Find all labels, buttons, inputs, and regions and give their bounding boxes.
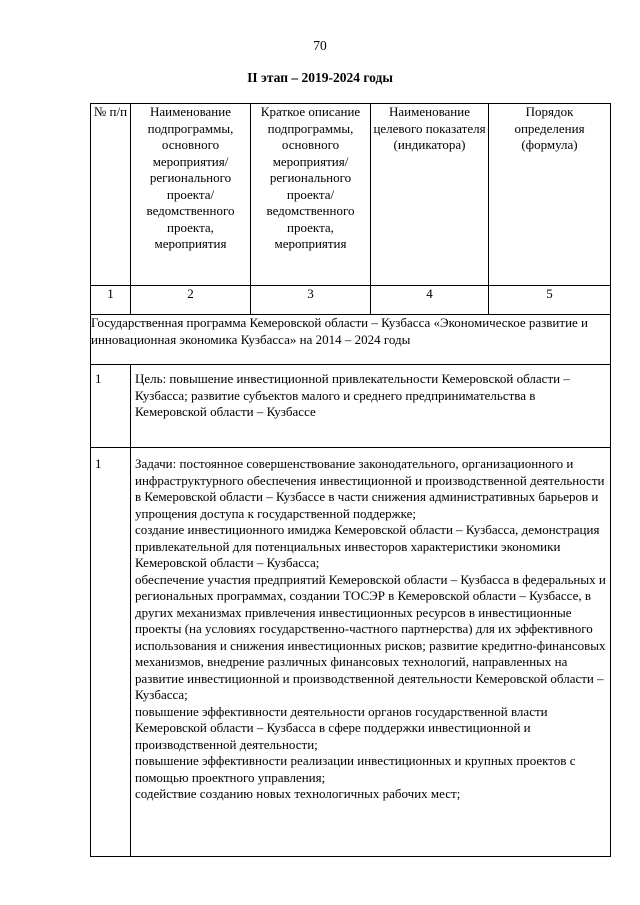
goal-row [91,365,611,448]
tasks-index: 1 [91,448,131,857]
tasks-text [131,448,611,857]
program-title: Государственная программа Кемеровской области – Кузбасса «Экономическое развитие и инновационная экономика Кузбасса» на 2014 – 2024 годы [91,315,611,365]
goal-index: 1 [91,365,131,448]
header-cell-indicator: Наименование целевого показателя (индикатора) [371,104,489,286]
task-item: повышение эффективности деятельности органов государственной власти Кемеровской области – Кузбасса в сфере поддержки инвестиционной и производственной деятельности; [135,703,548,752]
stage-title: II этап – 2019-2024 годы [247,70,393,85]
column-number: 5 [489,286,611,315]
header-cell-number: № п/п [91,104,131,286]
tasks-row [91,448,611,857]
task-item: обеспечение участия предприятий Кемеровской области – Кузбасса в федеральных и региональных программах, создании ТОСЭР в Кемеровской области – Кузбассе, в других механизмах привлечения инвестиционных ресурсов в инвестиционные проекты (на условиях государственно-частного партнерства) для их эффективного использования и снижения инвестиционных рисков; развитие кредитно-финансовых механизмов, внедрение различных финансовых технологий, направленных на развитие инвестиционной и производственной деятельности Кемеровской области – Кузбасса; [135,571,606,702]
header-cell-name: Наименование подпрограммы, основного мероприятия/ регионального проекта/ ведомственного проекта, мероприятия [131,104,251,286]
task-item: Задачи: постоянное совершенствование законодательного, организационного и инфраструктурного обеспечения инвестиционной и производственной деятельности в Кемеровской области – Кузбассе в части снижения административных барьеров и упрощения доступа к государственной поддержке; [135,456,605,521]
program-title-row [91,315,611,365]
column-number: 1 [91,286,131,315]
column-number: 3 [251,286,371,315]
column-number: 4 [371,286,489,315]
header-cell-formula: Порядок определения (формула) [489,104,611,286]
task-item: повышение эффективности реализации инвестиционных и крупных проектов с помощью проектного управления; [135,753,576,785]
task-item: содействие созданию новых технологичных рабочих мест; [135,786,461,801]
page-number: 70 [313,38,327,53]
column-number: 2 [131,286,251,315]
goal-text: Цель: повышение инвестиционной привлекательности Кемеровской области – Кузбасса; развитие субъектов малого и среднего предпринимательства в Кемеровской области – Кузбассе [131,365,611,448]
column-numbers-row [91,286,611,315]
task-item: создание инвестиционного имиджа Кемеровской области – Кузбасса, демонстрация привлекательной для потенциальных инвесторов характеристики экономики Кемеровской области – Кузбасса; [135,522,600,570]
indicators-table [90,103,611,857]
header-cell-description: Краткое описание подпрограммы, основного мероприятия/ регионального проекта/ ведомственного проекта, мероприятия [251,104,371,286]
table-header-row [91,104,611,286]
